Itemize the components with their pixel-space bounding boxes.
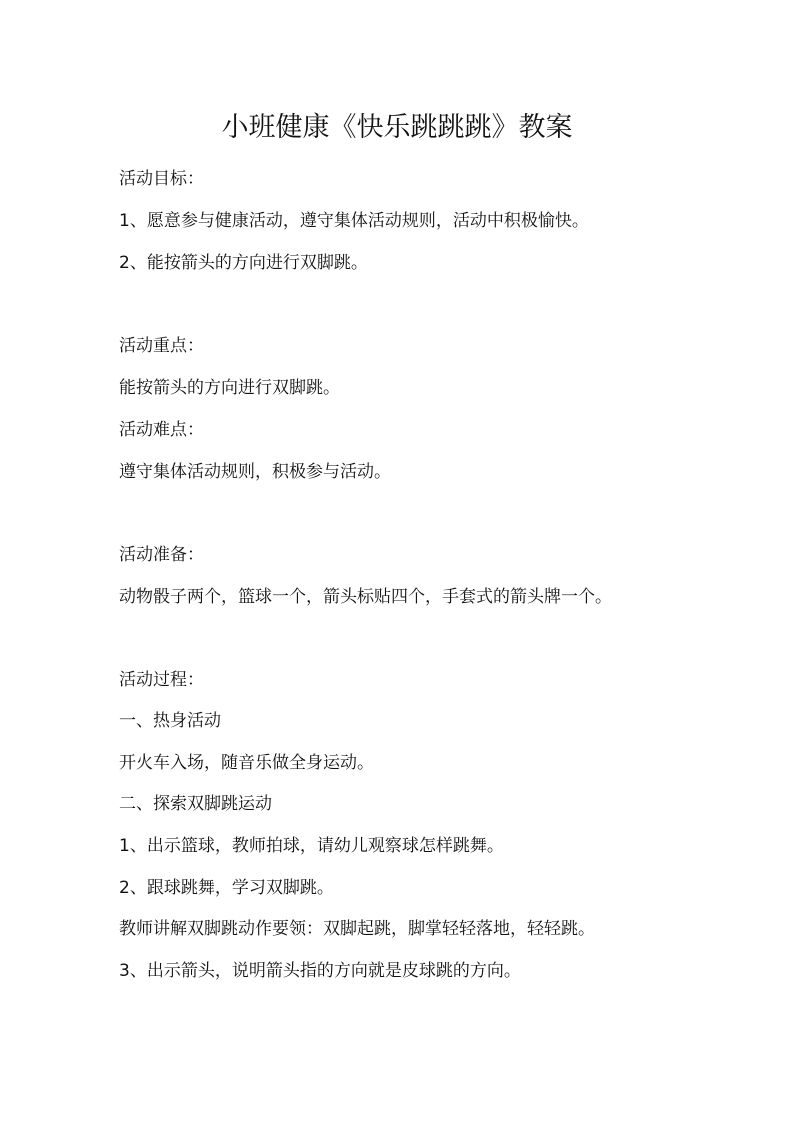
section-heading-preparation: 活动准备： — [119, 545, 204, 565]
process-step-1-heading: 一、热身活动 — [119, 711, 221, 731]
document-title: 小班健康《快乐跳跳跳》教案 — [221, 112, 573, 143]
process-step-2-heading: 二、探索双脚跳运动 — [119, 794, 272, 814]
section-heading-key-point: 活动重点： — [119, 336, 204, 356]
process-step-2-item-1: 1、出示篮球，教师拍球，请幼儿观察球怎样跳舞。 — [119, 836, 504, 856]
goal-item-2: 2、能按箭头的方向进行双脚跳。 — [119, 253, 368, 273]
preparation-text: 动物骰子两个，篮球一个，箭头标贴四个，手套式的箭头牌一个。 — [119, 587, 612, 607]
section-heading-process: 活动过程： — [119, 670, 204, 690]
section-heading-goals: 活动目标： — [119, 169, 204, 189]
difficulty-text: 遵守集体活动规则，积极参与活动。 — [119, 462, 391, 482]
key-point-text: 能按箭头的方向进行双脚跳。 — [119, 378, 340, 398]
process-step-1-text: 开火车入场，随音乐做全身运动。 — [119, 753, 374, 773]
process-step-2-item-2: 2、跟球跳舞，学习双脚跳。 — [119, 878, 334, 898]
goal-item-1: 1、愿意参与健康活动，遵守集体活动规则，活动中积极愉快。 — [119, 211, 589, 231]
process-step-2-explanation: 教师讲解双脚跳动作要领：双脚起跳，脚掌轻轻落地，轻轻跳。 — [119, 919, 595, 939]
section-heading-difficulty: 活动难点： — [119, 420, 204, 440]
process-step-2-item-3: 3、出示箭头，说明箭头指的方向就是皮球跳的方向。 — [119, 961, 521, 981]
